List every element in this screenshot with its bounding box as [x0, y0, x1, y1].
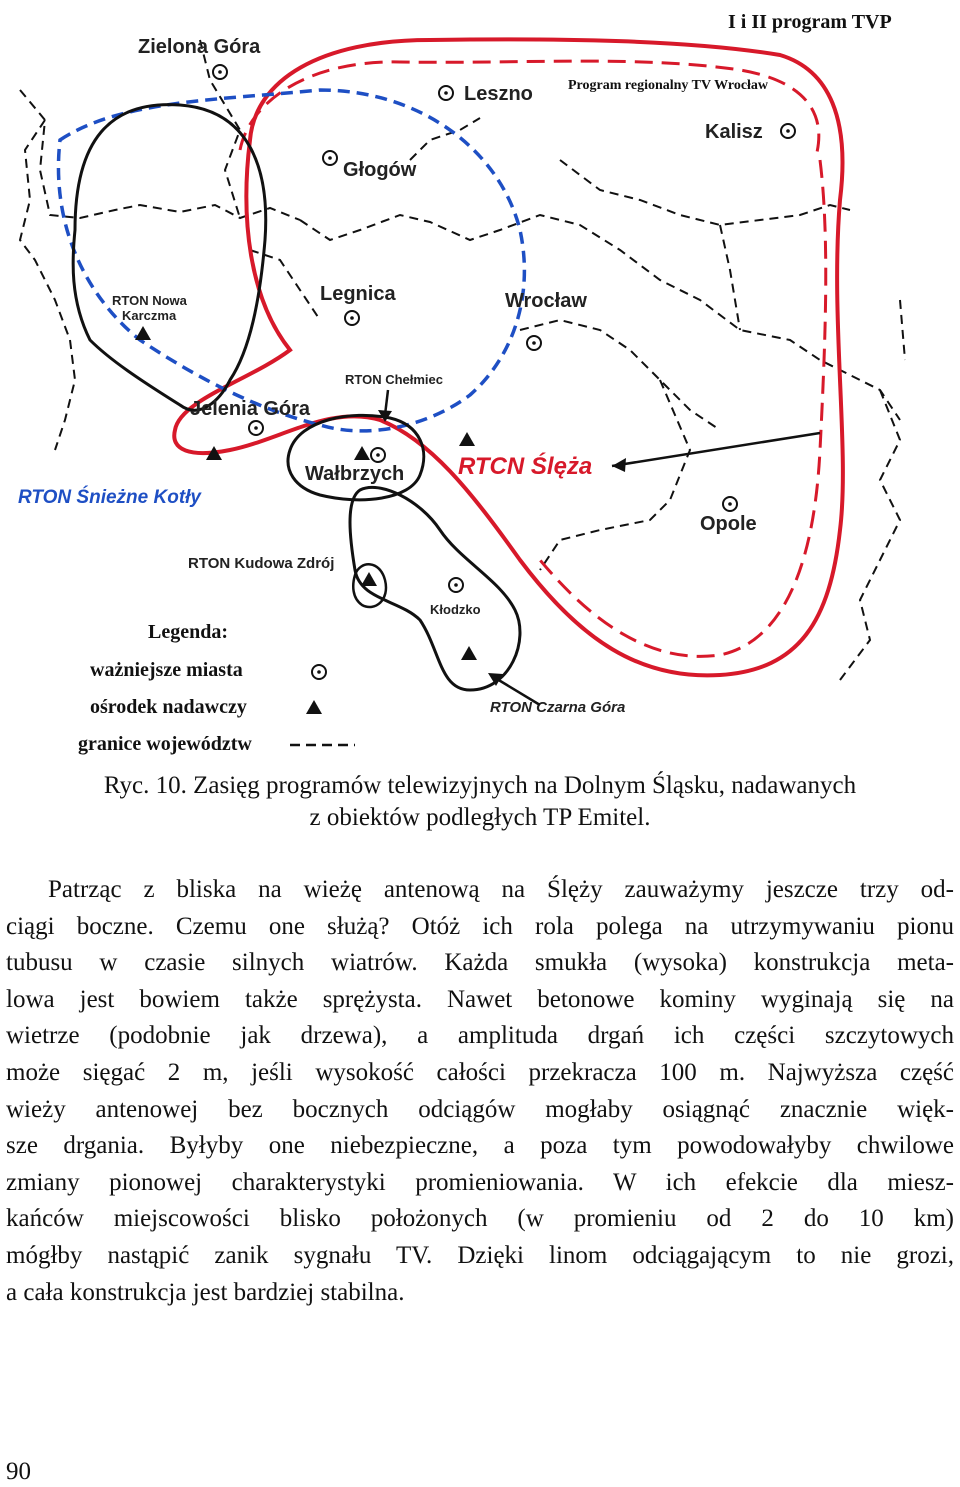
body-paragraph	[6, 872, 954, 1311]
paragraph-line: może sięgać 2 m, jeśli wysokość całości przekracza 100 m. Najwyższa część	[6, 1058, 954, 1086]
tx-marker-sleza	[459, 432, 475, 446]
label-legnica: Legnica	[320, 283, 396, 305]
label-chelmiec: RTON Chełmiec	[345, 372, 444, 387]
label-glogow: Głogów	[343, 159, 417, 181]
tx-marker-nowa-karczma	[135, 326, 151, 340]
paragraph-line: Patrząc z bliska na wieżę antenową na Ślęży zauważymy jeszcze trzy od-	[48, 876, 954, 903]
label-jelenia-gora: Jelenia Góra	[190, 398, 311, 420]
label-nowa-karczma-2: Karczma	[122, 308, 177, 323]
label-zielona-gora: Zielona Góra	[138, 36, 261, 58]
tx-marker-kudowa	[361, 572, 377, 586]
legend-title: Legenda:	[148, 621, 228, 643]
klodzko-range	[350, 487, 520, 690]
header-regional: Program regionalny TV Wrocław	[568, 78, 769, 93]
label-walbrzych: Wałbrzych	[305, 463, 405, 485]
city-markers	[213, 65, 795, 679]
paragraph-line: lowa jest bowiem także sprężysta. Nawet betonowe kominy wyginają się na	[6, 985, 954, 1013]
legend-transmitter: ośrodek nadawczy	[90, 696, 247, 718]
pointer-arrows	[385, 390, 820, 705]
paragraph-line: sze drgania. Byłyby one niebezpieczne, a poza tym powodowałyby chwilowe	[6, 1132, 954, 1160]
regional-program-boundary-2	[540, 160, 826, 656]
label-klodzko: Kłodzko	[430, 602, 481, 617]
label-wroclaw: Wrocław	[505, 290, 587, 312]
label-opole: Opole	[700, 513, 757, 535]
label-sniezne-kotly: RTON Śnieżne Kotły	[18, 487, 201, 508]
legend-tx-marker	[306, 700, 322, 714]
label-leszno: Leszno	[464, 83, 533, 105]
nowa-karczma-range	[73, 105, 266, 411]
caption-line-1: Ryc. 10. Zasięg programów telewizyjnych na Dolnym Śląsku, nadawanych	[103, 772, 857, 799]
legend-borders: granice województw	[78, 733, 252, 755]
label-sleza: RTCN Ślęża	[458, 453, 593, 480]
label-nowa-karczma-1: RTON Nowa	[112, 293, 187, 308]
paragraph-line: wietrze (podobnie jak drzewa), a amplituda drgań ich części szczytowych	[6, 1022, 954, 1050]
arrow-heads	[378, 410, 626, 686]
paragraph-line: wieży antenowej bez bocznych odciągów mogłaby osiągnąć znacznie więk-	[6, 1095, 954, 1123]
arrow-sleza	[612, 433, 820, 466]
paragraph-line: ciągi boczne. Czemu one służą? Otóż ich rola polega na utrzymywaniu pionu	[6, 912, 954, 940]
label-czarna-gora: RTON Czarna Góra	[490, 699, 626, 716]
tx-marker-czarna-gora	[461, 646, 477, 660]
paragraph-line: mógłby nastąpić zanik sygnału TV. Dzięki linom odciągającym to nie grozi,	[6, 1241, 954, 1269]
figure-caption	[0, 770, 960, 834]
label-kudowa: RTON Kudowa Zdrój	[188, 555, 335, 572]
caption-line-2: z obiektów podległych TP Emitel.	[309, 804, 651, 831]
regional-tv-range	[58, 90, 524, 431]
paragraph-line: a cała konstrukcja jest bardziej stabilna.	[6, 1278, 405, 1306]
paragraph-line: kańców miejscowości blisko położonych (w promieniu od 2 do 10 km)	[6, 1205, 954, 1233]
legend-cities: ważniejsze miasta	[90, 659, 243, 681]
header-tvp: I i II program TVP	[728, 11, 892, 33]
paragraph-line: zmiany pionowej charakterystyki promieniowania. W ich efekcie dla miesz-	[6, 1168, 954, 1196]
city-marker-dots	[218, 70, 790, 674]
label-kalisz: Kalisz	[705, 121, 763, 143]
tx-marker-chelmiec	[354, 446, 370, 460]
page-number: 90	[6, 1458, 31, 1485]
paragraph-line: tubusu w czasie silnych wiatrów. Każda smukła (wysoka) konstrukcja meta-	[6, 949, 954, 977]
regional-program-boundary	[240, 61, 819, 160]
